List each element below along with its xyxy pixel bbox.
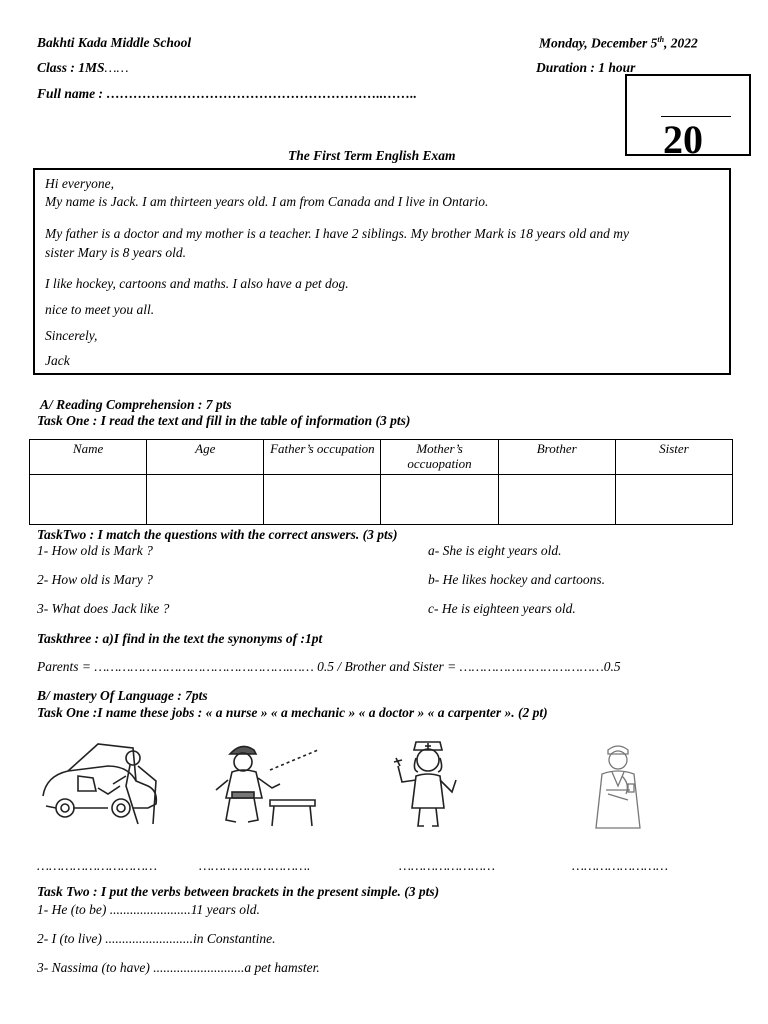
score-box xyxy=(625,74,751,162)
section-a-title: A/ Reading Comprehension : 7 pts xyxy=(40,397,232,412)
question-item: 3- What does Jack like ? xyxy=(37,601,170,616)
answer-item: c- He is eighteen years old. xyxy=(428,601,576,616)
full-name-field: Full name : ……………………………………………………..…….. xyxy=(37,86,417,101)
task-two-b: Task Two : I put the verbs between brackets in the present simple. (3 pts) xyxy=(37,884,440,899)
letter-line: Hi everyone, xyxy=(45,176,114,191)
answer-item: a- She is eight years old. xyxy=(428,543,562,558)
letter-line: Sincerely, xyxy=(45,328,98,343)
letter-line: sister Mary is 8 years old. xyxy=(45,245,186,260)
exam-title: The First Term English Exam xyxy=(288,148,456,163)
class-field xyxy=(37,60,129,76)
answer-cell-age[interactable] xyxy=(147,475,264,525)
question-item: 2- How old is Mary ? xyxy=(37,572,153,587)
table-header-age: Age xyxy=(147,440,264,475)
verb-item: 1- He (to be) ........................11 years old. xyxy=(37,902,260,917)
class-value: MS xyxy=(85,60,105,75)
answer-cell-mother[interactable] xyxy=(381,475,498,525)
score-total: 20 xyxy=(663,117,703,162)
exam-date-year: , 2022 xyxy=(664,35,698,51)
exam-date-sup: th xyxy=(657,35,665,44)
answer-cell-sister[interactable] xyxy=(615,475,732,525)
table-header-brother: Brother xyxy=(498,440,615,475)
table-header-name: Name xyxy=(30,440,147,475)
task-three-a: Taskthree : a)I find in the text the synonyms of :1pt xyxy=(37,631,323,646)
letter-line: My name is Jack. I am thirteen years old. I am from Canada and I live in Ontario. xyxy=(45,194,489,209)
section-b-title: B/ mastery Of Language : 7pts xyxy=(37,688,208,703)
carpenter-image xyxy=(210,740,320,830)
letter-line: nice to meet you all. xyxy=(45,302,155,317)
exam-date-main: Monday, December 5 xyxy=(539,35,658,51)
nurse-image xyxy=(388,736,468,830)
table-header-father: Father’s occupation xyxy=(264,440,381,475)
synonyms-line: Parents = ………………………………………….…… 0.5 / Brother and Sister = ………………………………0.5 xyxy=(37,659,621,674)
task-two-a: TaskTwo : I match the questions with the correct answers. (3 pts) xyxy=(37,527,398,542)
verb-item: 2- I (to live) ..........................in Constantine. xyxy=(37,931,276,946)
question-item: 1- How old is Mark ? xyxy=(37,543,153,558)
letter-line: My father is a doctor and my mother is a teacher. I have 2 siblings. My brother Mark is 18 years old and my xyxy=(45,226,630,241)
table-header-sister: Sister xyxy=(615,440,732,475)
table-header-mother: Mother’s occuopation xyxy=(381,440,498,475)
exam-date xyxy=(539,35,698,52)
school-name: Bakhti Kada Middle School xyxy=(37,35,192,50)
answer-cell-brother[interactable] xyxy=(498,475,615,525)
answer-cell-name[interactable] xyxy=(30,475,147,525)
doctor-image xyxy=(578,740,658,830)
task-one-a: Task One : I read the text and fill in the table of information (3 pts) xyxy=(37,413,411,428)
verb-item: 3- Nassima (to have) ...........................a pet hamster. xyxy=(37,960,320,975)
job-blank-2[interactable]: ………………………. xyxy=(199,858,311,873)
job-blank-4[interactable]: …………………… xyxy=(572,858,669,873)
class-dots: …… xyxy=(104,60,129,75)
answer-item: b- He likes hockey and cartoons. xyxy=(428,572,605,587)
class-label: Class : 1 xyxy=(37,60,86,75)
task-one-b: Task One :I name these jobs : « a nurse » « a mechanic » « a doctor » « a carpenter ». (2 pt) xyxy=(37,705,548,720)
reading-text-box xyxy=(33,168,731,375)
letter-line: Jack xyxy=(45,353,70,368)
job-blank-3[interactable]: …………………… xyxy=(399,858,496,873)
answer-cell-father[interactable] xyxy=(264,475,381,525)
mechanic-image xyxy=(38,736,168,828)
job-blank-1[interactable]: ………………………… xyxy=(37,858,158,873)
duration: Duration : 1 hour xyxy=(536,60,636,75)
information-table xyxy=(29,439,733,525)
letter-line: I like hockey, cartoons and maths. I also have a pet dog. xyxy=(45,276,349,291)
